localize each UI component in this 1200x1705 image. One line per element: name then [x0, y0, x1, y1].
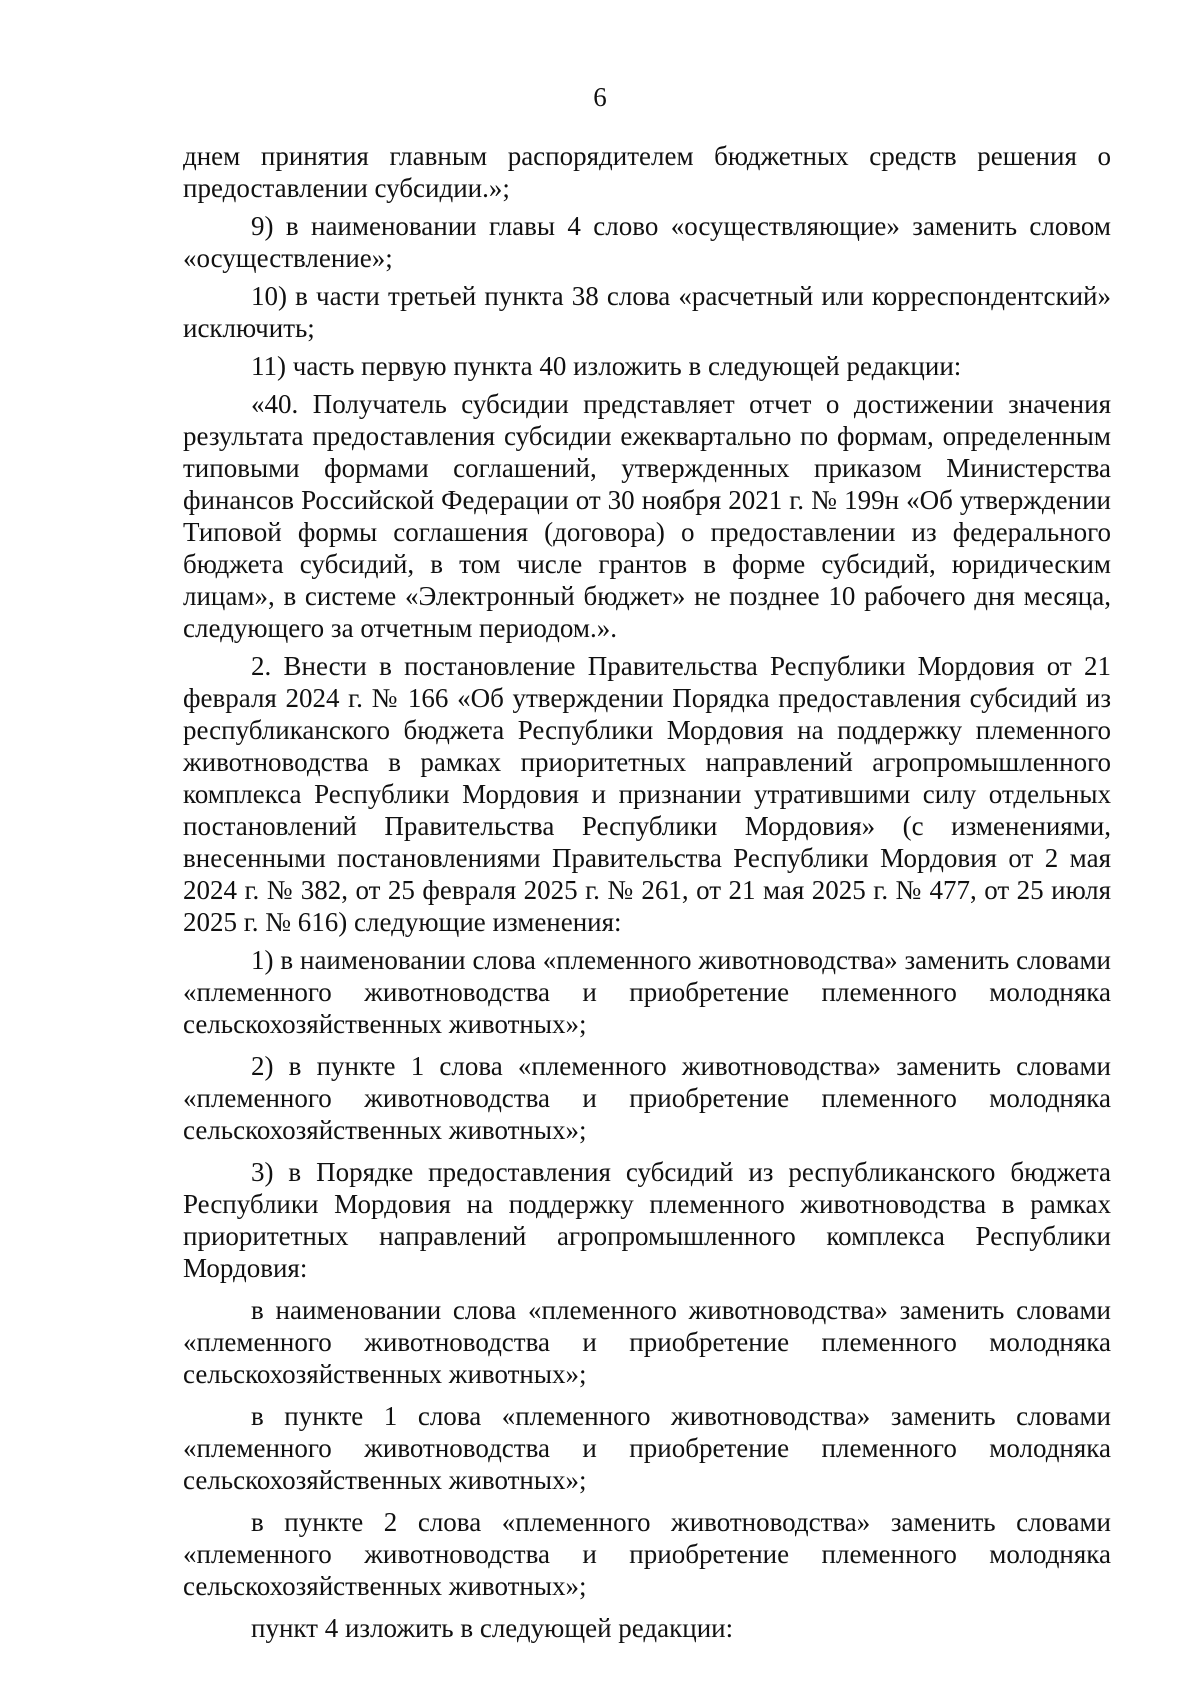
amendment-title-change: в наименовании слова «племенного животноводства» заменить словами «племенного животноводства и приобретение племенного молодняка сельскохозяйственных животных»; [183, 1295, 1111, 1389]
amendment-item-11: 11) часть первую пункта 40 изложить в следующей редакции: [251, 351, 962, 381]
section-2-intro: 2. Внести в постановление Правительства Республики Мордовия от 21 февраля 2024 г. № 166 «Об утверждении Порядка предоставления субсидий из республиканского бюджета Республики Мордовия на поддержку племенного животноводства в рамках приоритетных направлений агропромышленного комплекса Республики Мордовия и признании утратившими силу отдельных постановлений Правительства Республики Мордовия» (с изменениями, внесенными постановлениями Правительства Республики Мордовия от 2 мая 2024 г. № 382, от 25 февраля 2025 г. № 261, от 21 мая 2025 г. № 477, от 25 июля 2025 г. № 616) следующие изменения: [183, 651, 1111, 937]
amendment-item-2: 2) в пункте 1 слова «племенного животноводства» заменить словами «племенного животноводства и приобретение племенного молодняка сельскохозяйственных животных»; [183, 1051, 1111, 1145]
page-number: 6 [593, 82, 607, 112]
amendment-item-3: 3) в Порядке предоставления субсидий из республиканского бюджета Республики Мордовия на поддержку племенного животноводства в рамках приоритетных направлений агропромышленного комплекса Республики Мордовия: [183, 1157, 1111, 1283]
quoted-point-40: «40. Получатель субсидии представляет отчет о достижении значения результата предоставления субсидии ежеквартально по формам, определенным типовыми формами соглашений, утвержденных приказом Министерства финансов Российской Федерации от 30 ноября 2021 г. № 199н «Об утверждении Типовой формы соглашения (договора) о предоставлении из федерального бюджета субсидий, в том числе грантов в форме субсидий, юридическим лицам», в системе «Электронный бюджет» не позднее 10 рабочего дня месяца, следующего за отчетным периодом.». [183, 389, 1111, 643]
amendment-item-1: 1) в наименовании слова «племенного животноводства» заменить словами «племенного животноводства и приобретение племенного молодняка сельскохозяйственных животных»; [183, 945, 1111, 1039]
amendment-point-4-intro: пункт 4 изложить в следующей редакции: [251, 1613, 734, 1643]
amendment-item-10: 10) в части третьей пункта 38 слова «расчетный или корреспондентский» исключить; [183, 281, 1111, 343]
paragraph-continuation: днем принятия главным распорядителем бюджетных средств решения о предоставлении субсидии.»; [183, 141, 1111, 203]
amendment-point-2-change: в пункте 2 слова «племенного животноводства» заменить словами «племенного животноводства и приобретение племенного молодняка сельскохозяйственных животных»; [183, 1507, 1111, 1601]
amendment-point-1-change: в пункте 1 слова «племенного животноводства» заменить словами «племенного животноводства и приобретение племенного молодняка сельскохозяйственных животных»; [183, 1401, 1111, 1495]
document-body [183, 140, 1111, 1647]
amendment-item-9: 9) в наименовании главы 4 слово «осуществляющие» заменить словом «осуществление»; [183, 211, 1111, 273]
